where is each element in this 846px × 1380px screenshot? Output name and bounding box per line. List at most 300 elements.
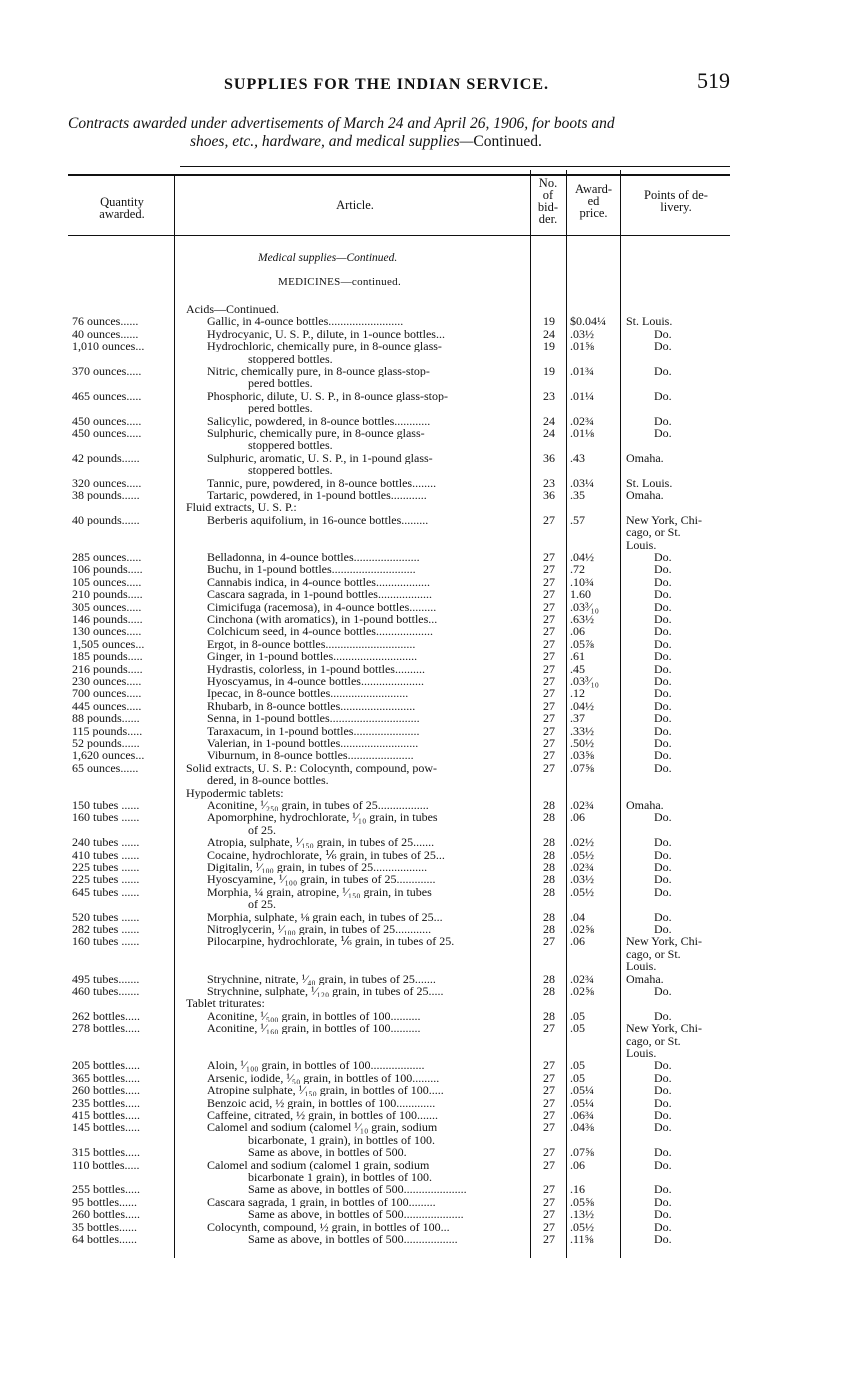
table-row — [0, 997, 846, 1010]
price-cell: .02⅝ — [570, 984, 594, 998]
article-cell: bicarbonate, 1 grain), in bottles of 100. — [248, 1133, 435, 1147]
price-cell: .03¼ — [570, 475, 594, 490]
bidder-number-cell: 27 — [543, 624, 555, 639]
price-cell: .05⅝ — [570, 1194, 594, 1209]
delivery-cell: Do. — [654, 1194, 672, 1209]
delivery-cell: Do. — [654, 698, 672, 713]
bidder-number-cell: 27 — [543, 686, 555, 701]
price-cell: $0.04¼ — [570, 314, 606, 329]
article-cell: Caffeine, citrated, ½ grain, in bottles of 100....... — [207, 1109, 439, 1122]
col-head-quantity — [72, 196, 172, 220]
delivery-cell: Omaha. — [626, 798, 664, 812]
delivery-cell: Do. — [654, 1120, 672, 1135]
delivery-cell: Do. — [654, 1157, 672, 1172]
price-cell: .02¾ — [570, 971, 594, 986]
article-cell: Belladonna, in 4-ounce bottles...................... — [207, 551, 420, 564]
article-cell: stoppered bottles. — [248, 464, 333, 477]
bidder-number-cell: 27 — [543, 661, 555, 676]
bidder-number-cell: 27 — [543, 1232, 555, 1246]
price-cell: .05 — [570, 1008, 585, 1023]
article-cell: Salicylic, powdered, in 8-ounce bottles............ — [207, 414, 431, 427]
article-cell: Nitric, chemically pure, in 8-ounce glass-stop- — [207, 365, 430, 378]
table-row — [0, 303, 846, 316]
price-cell: .01¾ — [570, 364, 594, 378]
article-cell: Hydrochloric, chemically pure, in 8-ounce glass- — [207, 340, 442, 353]
quantity-cell: 160 tubes ...... — [72, 935, 140, 948]
bidder-number-cell: 27 — [543, 1108, 555, 1122]
quantity-cell: 150 tubes ...... — [72, 799, 140, 812]
article-cell: Valerian, in 1-pound bottles.......................... — [207, 737, 419, 750]
bidder-number-cell: 28 — [543, 847, 555, 862]
quantity-cell: 65 ounces...... — [72, 761, 139, 775]
delivery-cell: Do. — [654, 562, 672, 577]
table-row — [0, 576, 846, 589]
delivery-cell: New York, Chi- — [626, 1021, 703, 1036]
table-row — [0, 501, 846, 514]
delivery-cell: Do. — [654, 984, 672, 998]
table-row — [0, 873, 846, 886]
article-cell: pered bottles. — [248, 377, 313, 390]
bidder-number-cell: 27 — [543, 1095, 555, 1110]
table-row — [0, 353, 846, 366]
bidder-number-cell: 28 — [543, 872, 555, 887]
table-row — [0, 675, 846, 688]
quantity-cell: 285 ounces..... — [72, 551, 142, 564]
quantity-cell: 450 ounces..... — [72, 427, 142, 440]
article-cell: Colocynth, compound, ½ grain, in bottles of 100... — [207, 1220, 450, 1233]
article-cell: Aconitine, ¹⁄₁₆₀ grain, in bottles of 100.......... — [207, 1022, 421, 1035]
table-row — [0, 601, 846, 614]
article-cell: Solid extracts, U. S. P.: Colocynth, compound, pow- — [186, 761, 437, 775]
bidder-number-cell: 24 — [543, 326, 555, 341]
article-cell: Colchicum seed, in 4-ounce bottles................... — [207, 625, 433, 638]
quantity-cell: 52 pounds...... — [72, 737, 140, 750]
bidder-number-cell: 27 — [543, 711, 555, 726]
price-cell: .02¾ — [570, 798, 594, 812]
quantity-cell: 520 tubes ...... — [72, 910, 140, 923]
table-top-rule — [68, 174, 730, 176]
col-head-bidder — [531, 177, 565, 225]
price-cell: .06 — [570, 624, 585, 639]
quantity-cell: 40 ounces...... — [72, 327, 139, 341]
delivery-cell: Do. — [654, 550, 672, 564]
delivery-cell: Do. — [654, 1108, 672, 1122]
quantity-cell: 35 bottles...... — [72, 1220, 137, 1233]
delivery-cell: Do. — [654, 1095, 672, 1110]
section-medicines: MEDICINES—continued. — [278, 276, 402, 288]
article-cell: Arsenic, iodide, ¹⁄₅₀ grain, in bottles of 100......... — [207, 1071, 440, 1085]
delivery-cell: Do. — [654, 1058, 672, 1073]
delivery-cell: Do. — [654, 599, 672, 614]
bidder-number-cell: 27 — [543, 736, 555, 750]
quantity-cell: 105 ounces..... — [72, 575, 142, 589]
quantity-cell: 282 tubes ...... — [72, 923, 140, 936]
bidder-number-cell: 24 — [543, 413, 555, 428]
delivery-cell: Do. — [654, 748, 672, 763]
table-caption-line-1: Contracts awarded under advertisements of March 24 and April 26, 1906, for boots and — [68, 115, 615, 132]
quantity-cell: 1,010 ounces... — [72, 340, 145, 353]
article-cell: Ipecac, in 8-ounce bottles.......................... — [207, 687, 409, 700]
quantity-cell: 216 pounds..... — [72, 662, 143, 675]
table-row — [0, 700, 846, 713]
article-cell: Phosphoric, dilute, U. S. P., in 8-ounce glass-stop- — [207, 389, 448, 403]
delivery-cell: Do. — [654, 574, 672, 589]
quantity-cell: 460 tubes....... — [72, 985, 140, 998]
price-cell: .06 — [570, 810, 585, 825]
table-row — [0, 737, 846, 750]
table-row — [0, 439, 846, 452]
delivery-cell: Do. — [654, 1083, 672, 1098]
table-caption-line-2 — [190, 133, 750, 151]
bidder-number-cell: 27 — [543, 674, 555, 688]
table-row — [0, 687, 846, 700]
delivery-cell: Do. — [654, 326, 672, 341]
price-cell: .07⅝ — [570, 760, 594, 775]
bidder-number-cell: 27 — [543, 1207, 555, 1222]
bidder-number-cell: 28 — [543, 860, 555, 874]
price-cell: .01⅛ — [570, 426, 594, 440]
article-cell: Same as above, in bottles of 500.................. — [248, 1233, 458, 1246]
bidder-number-cell: 27 — [543, 587, 555, 602]
col-head-price-l1: Award- — [574, 182, 613, 196]
table-row — [0, 960, 846, 973]
quantity-cell: 320 ounces..... — [72, 476, 142, 489]
bidder-number-cell: 19 — [543, 314, 555, 329]
bidder-number-cell: 27 — [543, 748, 555, 763]
bidder-number-cell: 28 — [543, 835, 555, 850]
bidder-number-cell: 27 — [543, 1070, 555, 1085]
quantity-cell: 146 pounds..... — [72, 613, 143, 626]
delivery-cell: Do. — [654, 426, 672, 440]
price-cell: .04⅜ — [570, 1120, 594, 1135]
price-cell: .05 — [570, 1021, 585, 1036]
table-row — [0, 1047, 846, 1060]
article-cell: bicarbonate 1 grain), in bottles of 100. — [248, 1171, 432, 1184]
price-cell: .01¼ — [570, 388, 594, 403]
quantity-cell: 365 bottles..... — [72, 1071, 140, 1085]
column-head-rule — [68, 235, 730, 236]
quantity-cell: 495 tubes....... — [72, 972, 140, 985]
table-row — [0, 935, 846, 948]
delivery-cell: Do. — [654, 1182, 672, 1197]
table-row — [0, 340, 846, 353]
price-cell: .03⅝ — [570, 748, 594, 763]
table-row — [0, 811, 846, 824]
article-cell: Fluid extracts, U. S. P.: — [186, 501, 297, 514]
quantity-cell: 42 pounds...... — [72, 451, 140, 465]
article-cell: Tartaric, powdered, in 1-pound bottles............ — [207, 489, 427, 502]
article-cell: Rhubarb, in 8-ounce bottles......................... — [207, 699, 416, 713]
table-row — [0, 712, 846, 725]
bidder-number-cell: 27 — [543, 599, 555, 614]
delivery-cell: Do. — [654, 835, 672, 850]
price-cell: .13½ — [570, 1207, 594, 1222]
price-cell: .05½ — [570, 1219, 594, 1234]
article-cell: Cascara sagrada, in 1-pound bottles.................. — [207, 588, 432, 601]
article-cell: Same as above, in bottles of 500.................... — [248, 1208, 464, 1221]
quantity-cell: 450 ounces..... — [72, 414, 142, 427]
table-row — [0, 948, 846, 961]
table-row — [0, 377, 846, 390]
delivery-cell: Do. — [654, 736, 672, 750]
col-head-delivery — [621, 189, 731, 213]
article-cell: Ergot, in 8-ounce bottles.............................. — [207, 637, 416, 651]
quantity-cell: 205 bottles..... — [72, 1059, 140, 1072]
table-row — [0, 774, 846, 787]
delivery-cell: cago, or St. — [626, 946, 681, 961]
article-cell: Same as above, in bottles of 500..................... — [248, 1183, 467, 1196]
delivery-cell: Do. — [654, 686, 672, 701]
page-number: 519 — [697, 68, 730, 93]
article-cell: Pilocarpine, hydrochlorate, ⅙ grain, in tubes of 25. — [207, 935, 455, 948]
col-head-price-l2: ed — [587, 194, 600, 208]
price-cell: .43 — [570, 450, 585, 465]
table-row — [0, 1084, 846, 1097]
article-cell: Calomel and sodium (calomel ¹⁄₁₀ grain, sodium — [207, 1121, 438, 1134]
delivery-cell: St. Louis. — [626, 314, 673, 329]
table-row — [0, 799, 846, 812]
table-row — [0, 464, 846, 477]
header-top-rule — [180, 166, 730, 167]
table-row — [0, 1208, 846, 1221]
price-cell: .04 — [570, 909, 585, 924]
bidder-number-cell: 28 — [543, 884, 555, 899]
table-row — [0, 1010, 846, 1023]
article-cell: of 25. — [248, 823, 276, 837]
delivery-cell: Do. — [654, 649, 672, 664]
price-cell: .02¾ — [570, 860, 594, 874]
table-row — [0, 861, 846, 874]
quantity-cell: 40 pounds...... — [72, 513, 140, 527]
article-cell: Sulphuric, chemically pure, in 8-ounce glass- — [207, 427, 425, 440]
bidder-number-cell: 27 — [543, 1021, 555, 1036]
table-row — [0, 849, 846, 862]
quantity-cell: 260 bottles..... — [72, 1084, 140, 1097]
price-cell: .12 — [570, 686, 585, 701]
price-cell: .63½ — [570, 612, 594, 626]
delivery-cell: Do. — [654, 1008, 672, 1023]
table-row — [0, 328, 846, 341]
price-cell: .50½ — [570, 736, 594, 750]
price-cell: .04½ — [570, 698, 594, 713]
article-cell: Morphia, sulphate, ⅛ grain each, in tubes of 25... — [207, 910, 443, 923]
quantity-cell: 260 bottles..... — [72, 1208, 140, 1221]
article-cell: Aloin, ¹⁄₁₀₀ grain, in bottles of 100.................. — [207, 1059, 425, 1072]
col-head-bidder-l1: No. — [538, 176, 558, 190]
price-cell: .06¾ — [570, 1108, 594, 1122]
price-cell: .02⅝ — [570, 922, 594, 936]
bidder-number-cell: 23 — [543, 475, 555, 490]
table-row — [0, 1171, 846, 1184]
col-head-price — [567, 183, 620, 219]
article-cell: Ginger, in 1-pound bottles............................ — [207, 650, 418, 663]
article-cell: pered bottles. — [248, 402, 313, 415]
delivery-cell: Do. — [654, 1232, 672, 1246]
col-head-bidder-l2: of — [542, 188, 554, 202]
quantity-cell: 445 ounces..... — [72, 699, 142, 713]
article-cell: Aconitine, ¹⁄₅₀₀ grain, in bottles of 100.......... — [207, 1009, 421, 1023]
col-head-bidder-l3: bid- — [537, 200, 559, 214]
quantity-cell: 230 ounces..... — [72, 675, 142, 688]
quantity-cell: 95 bottles...... — [72, 1195, 137, 1209]
delivery-cell: Do. — [654, 339, 672, 354]
price-cell: .05½ — [570, 884, 594, 899]
article-cell: Taraxacum, in 1-pound bottles...................... — [207, 724, 420, 737]
price-cell: .45 — [570, 661, 585, 676]
article-cell: Strychnine, nitrate, ¹⁄₄₀ grain, in tubes of 25....... — [207, 972, 436, 985]
bidder-number-cell: 27 — [543, 1145, 555, 1160]
article-cell: Sulphuric, aromatic, U. S. P., in 1-pound glass- — [207, 451, 433, 465]
quantity-cell: 160 tubes ...... — [72, 811, 140, 824]
delivery-cell: Do. — [654, 723, 672, 738]
caption-italic-part: shoes, etc., hardware, and medical supplies— — [190, 133, 474, 150]
article-cell: Cascara sagrada, 1 grain, in bottles of 100......... — [207, 1195, 436, 1209]
article-cell: Cinchona (with aromatics), in 1-pound bottles... — [207, 613, 438, 626]
article-cell: Strychnine, sulphate, ¹⁄₁₂₀ grain, in tubes of 25..... — [207, 985, 444, 998]
article-cell: Acids—Continued. — [186, 303, 279, 316]
table-row — [0, 1121, 846, 1134]
table-row — [0, 1233, 846, 1246]
article-cell: Atropia, sulphate, ¹⁄₁₅₀ grain, in tubes of 25....... — [207, 836, 435, 849]
table-row — [0, 886, 846, 899]
article-cell: Tannic, pure, powdered, in 8-ounce bottles........ — [207, 476, 437, 489]
delivery-cell: St. Louis. — [626, 475, 673, 490]
table-row — [0, 539, 846, 552]
article-cell: Apomorphine, hydrochlorate, ¹⁄₁₀ grain, in tubes — [207, 811, 438, 824]
quantity-cell: 64 bottles...... — [72, 1233, 137, 1246]
delivery-cell: Do. — [654, 760, 672, 775]
table-row — [0, 526, 846, 539]
article-cell: dered, in 8-ounce bottles. — [207, 774, 329, 787]
quantity-cell: 210 pounds..... — [72, 588, 143, 601]
bidder-number-cell: 27 — [543, 934, 555, 949]
article-cell: Benzoic acid, ½ grain, in bottles of 100............. — [207, 1096, 436, 1109]
quantity-cell: 1,505 ounces... — [72, 637, 145, 651]
table-row — [0, 762, 846, 775]
bidder-number-cell: 36 — [543, 488, 555, 502]
price-cell: .03³⁄₁₀ — [570, 599, 599, 614]
table-row — [0, 973, 846, 986]
table-row — [0, 650, 846, 663]
price-cell: .02½ — [570, 835, 594, 850]
delivery-cell: Do. — [654, 674, 672, 688]
bidder-number-cell: 27 — [543, 649, 555, 664]
quantity-cell: 1,620 ounces... — [72, 749, 145, 762]
table-row — [0, 1059, 846, 1072]
quantity-cell: 115 pounds..... — [72, 724, 143, 737]
price-cell: .10¾ — [570, 574, 594, 589]
bidder-number-cell: 27 — [543, 1120, 555, 1135]
article-cell: Cocaine, hydrochlorate, ⅙ grain, in tubes of 25... — [207, 848, 445, 861]
bidder-number-cell: 28 — [543, 971, 555, 986]
col-head-article-label: Article. — [336, 198, 374, 212]
quantity-cell: 38 pounds...... — [72, 489, 140, 502]
delivery-cell: Do. — [654, 364, 672, 378]
price-cell: .05¼ — [570, 1095, 594, 1110]
delivery-cell: Do. — [654, 884, 672, 899]
delivery-cell: Louis. — [626, 959, 657, 974]
bidder-number-cell: 27 — [543, 1219, 555, 1234]
table-row — [0, 452, 846, 465]
price-cell: .57 — [570, 512, 585, 527]
article-cell: Cimicifuga (racemosa), in 4-ounce bottles......... — [207, 600, 437, 613]
bidder-number-cell: 36 — [543, 450, 555, 465]
quantity-cell: 305 ounces..... — [72, 600, 142, 613]
table-row — [0, 1196, 846, 1209]
bidder-number-cell: 28 — [543, 810, 555, 825]
delivery-cell: Do. — [654, 872, 672, 887]
article-cell: Nitroglycerin, ¹⁄₁₀₀ grain, in tubes of 25............ — [207, 923, 432, 936]
quantity-cell: 415 bottles..... — [72, 1109, 140, 1122]
col-head-quantity-l1: Quantity — [100, 195, 144, 209]
table-row — [0, 563, 846, 576]
bidder-number-cell: 28 — [543, 798, 555, 812]
delivery-cell: cago, or St. — [626, 1033, 681, 1048]
table-row — [0, 1146, 846, 1159]
quantity-cell: 145 bottles..... — [72, 1121, 140, 1134]
table-row — [0, 1134, 846, 1147]
quantity-cell: 262 bottles..... — [72, 1009, 140, 1023]
delivery-cell: New York, Chi- — [626, 512, 703, 527]
col-head-quantity-l2: awarded. — [99, 207, 145, 221]
bidder-number-cell: 27 — [543, 562, 555, 577]
article-cell: Gallic, in 4-ounce bottles......................... — [207, 315, 404, 328]
price-cell: .61 — [570, 649, 585, 664]
quantity-cell: 106 pounds..... — [72, 563, 143, 576]
delivery-cell: Do. — [654, 922, 672, 936]
bidder-number-cell: 24 — [543, 426, 555, 440]
table-row — [0, 1183, 846, 1196]
table-row — [0, 898, 846, 911]
delivery-cell: Omaha. — [626, 488, 664, 502]
bidder-number-cell: 28 — [543, 1008, 555, 1023]
price-cell: .11⅝ — [570, 1232, 594, 1246]
quantity-cell: 76 ounces...... — [72, 315, 139, 328]
bidder-number-cell: 28 — [543, 909, 555, 924]
quantity-cell: 225 tubes ...... — [72, 873, 140, 886]
bidder-number-cell: 27 — [543, 550, 555, 564]
table-row — [0, 625, 846, 638]
article-cell: Hyoscyamine, ¹⁄₁₀₀ grain, in tubes of 25............. — [207, 873, 436, 886]
price-cell: 1.60 — [570, 587, 591, 602]
table-row — [0, 663, 846, 676]
article-cell: Buchu, in 1-pound bottles............................ — [207, 563, 416, 576]
delivery-cell: Do. — [654, 810, 672, 825]
price-cell: .35 — [570, 488, 585, 502]
bidder-number-cell: 27 — [543, 1182, 555, 1197]
article-cell: Same as above, in bottles of 500. — [248, 1146, 407, 1159]
delivery-cell: Do. — [654, 587, 672, 602]
article-cell: Cannabis indica, in 4-ounce bottles.................. — [207, 575, 430, 589]
price-cell: .02¾ — [570, 413, 594, 428]
bidder-number-cell: 27 — [543, 1083, 555, 1098]
quantity-cell: 110 bottles..... — [72, 1158, 140, 1171]
price-cell: .06 — [570, 1157, 585, 1172]
table-row — [0, 390, 846, 403]
table-row — [0, 1097, 846, 1110]
price-cell: .16 — [570, 1182, 585, 1197]
bidder-number-cell: 23 — [543, 388, 555, 403]
delivery-cell: Do. — [654, 711, 672, 726]
bidder-number-cell: 27 — [543, 612, 555, 626]
table-row — [0, 836, 846, 849]
table-row — [0, 749, 846, 762]
table-row — [0, 551, 846, 564]
price-cell: .06 — [570, 934, 585, 949]
delivery-cell: Do. — [654, 847, 672, 862]
delivery-cell: Do. — [654, 860, 672, 874]
price-cell: .05¼ — [570, 1083, 594, 1098]
